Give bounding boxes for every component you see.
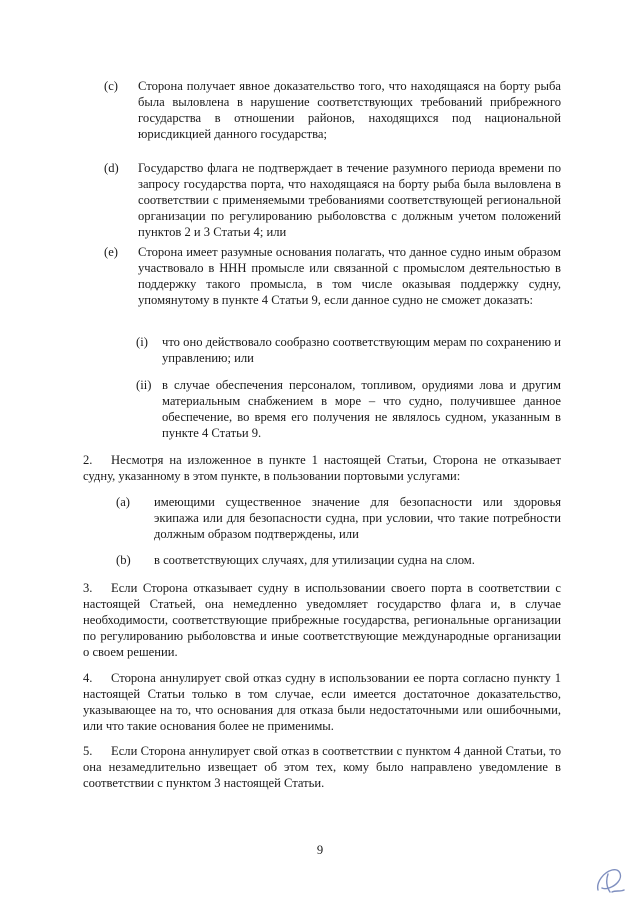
item-label: (c) — [104, 79, 118, 93]
paragraph-5 — [83, 743, 561, 791]
paragraph-text: Если Сторона отказывает судну в использовании своего порта в соответствии с настоящей Статьей, она немедленно уведомляет государство флага и, в случае необходимости, соответствующие прибрежные государства, региональные организации по регулированию рыболовства и иные соответствующие международные организации о своем решении. — [83, 581, 561, 659]
list-item-a — [116, 494, 561, 542]
paragraph-4 — [83, 670, 561, 734]
paragraph-3 — [83, 580, 561, 660]
item-label: (a) — [116, 495, 130, 509]
list-item-d — [104, 160, 561, 240]
sub-item-i — [136, 334, 561, 366]
list-item-c — [104, 78, 561, 142]
list-item-b — [116, 552, 561, 568]
paragraph-number: 4. — [83, 671, 93, 685]
paragraph-number: 5. — [83, 744, 93, 758]
item-text: в случае обеспечения персоналом, топливом, орудиями лова и другим материальным снабжением в море – что судно, получившее данное обеспечение, во время его получения не являлось судном, указанным в пункте 4 Статьи 9. — [162, 378, 561, 440]
item-text: Сторона получает явное доказательство того, что находящаяся на борту рыба была выловлена в нарушение соответствующих требований прибрежного государства в отношении районов, находящихся под национальной юрисдикцией данного государства; — [138, 79, 561, 141]
list-item-e — [104, 244, 561, 308]
paragraph-number: 3. — [83, 581, 93, 595]
item-label: (b) — [116, 553, 131, 567]
item-label: (ii) — [136, 378, 152, 392]
sub-item-ii — [136, 377, 561, 441]
paragraph-number: 2. — [83, 453, 93, 467]
item-text: в соответствующих случаях, для утилизации судна на слом. — [154, 553, 475, 567]
paragraph-text: Сторона аннулирует свой отказ судну в использовании ее порта согласно пункту 1 настоящей Статьи только в том случае, если имеется достаточное доказательство, указывающее на то, что основания для отказа были недостаточными или ошибочными, или что такие основания более не применимы. — [83, 671, 561, 733]
item-label: (i) — [136, 335, 148, 349]
handwritten-initials-icon — [590, 860, 630, 900]
paragraph-text: Если Сторона аннулирует свой отказ в соответствии с пунктом 4 данной Статьи, то она незамедлительно извещает об этом тех, кому было направлено уведомление в соответствии с пунктом 3 настоящей Статьи. — [83, 744, 561, 790]
item-text: что оно действовало сообразно соответствующим мерам по сохранению и управлению; или — [162, 335, 561, 365]
item-text: имеющими существенное значение для безопасности или здоровья экипажа или для безопасности судна, при условии, что такие потребности должным образом подтверждены, или — [154, 495, 561, 541]
paragraph-text: Несмотря на изложенное в пункте 1 настоящей Статьи, Сторона не отказывает судну, указанному в этом пункте, в пользовании портовыми услугами: — [83, 453, 561, 483]
item-text: Сторона имеет разумные основания полагать, что данное судно иным образом участвовало в ННН промысле или связанной с промыслом деятельностью в поддержку такого промысла, в том числе оказывая поддержку судну, упомянутому в пункте 4 Статьи 9, если данное судно не сможет доказать: — [138, 245, 561, 307]
item-label: (e) — [104, 245, 118, 259]
item-label: (d) — [104, 161, 119, 175]
paragraph-2 — [83, 452, 561, 484]
item-text: Государство флага не подтверждает в течение разумного периода времени по запросу государства порта, что находящаяся на борту рыба была выловлена в соответствии с применяемыми требованиями соответствующей региональной организации по регулированию рыболовства с должным учетом положений пунктов 2 и 3 Статьи 4; или — [138, 161, 561, 239]
page-number: 9 — [316, 843, 324, 857]
